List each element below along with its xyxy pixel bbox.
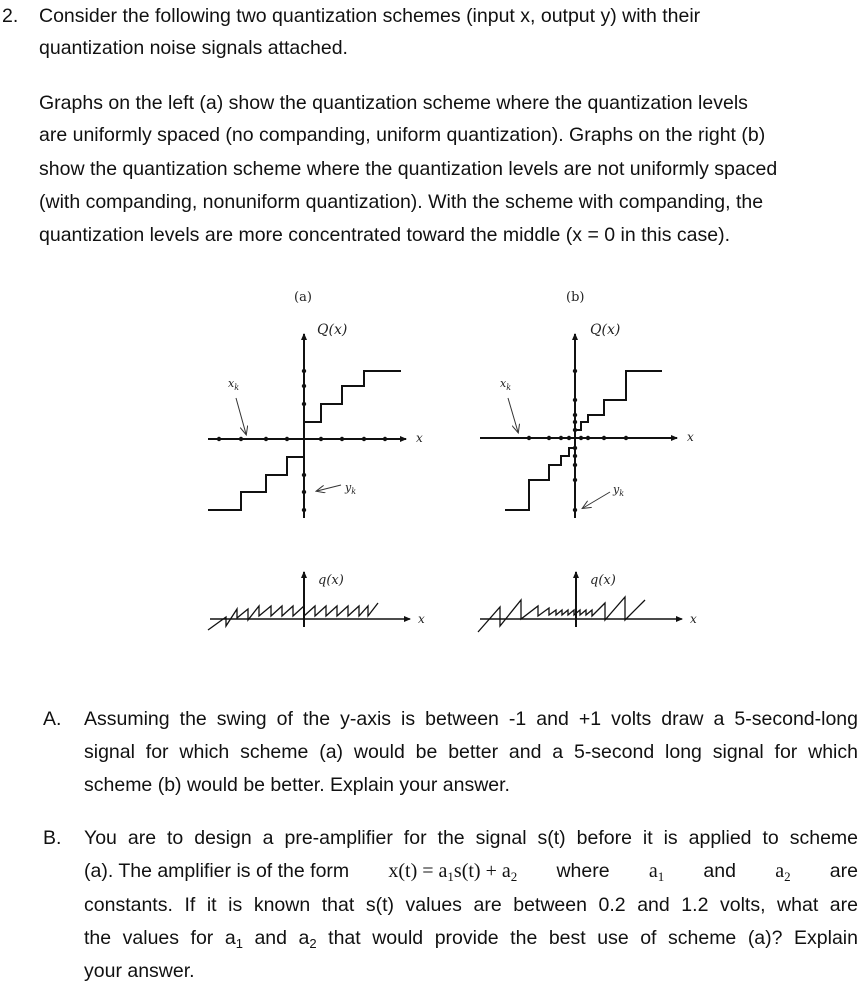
panel-a-yk-arrow: [317, 485, 341, 491]
quantization-figure: [0, 270, 863, 670]
panel-a-xlabel: x: [416, 431, 423, 445]
panel-b-bottom-ylabel: q(x): [590, 573, 616, 588]
part-b-and: and: [703, 860, 736, 882]
part-b-line-2-intro: (a). The amplifier is of the form: [84, 860, 350, 882]
part-b-where: where: [556, 860, 610, 882]
constant-a1: $a_1$: [648, 860, 665, 884]
panel-a-xk-label: $x_k$: [228, 377, 240, 392]
part-a-line-1: Assuming the swing of the y-axis is between -1 and +1 volts draw a 5-second-long: [84, 708, 858, 730]
panel-b-yk-label: $y_k$: [613, 483, 625, 498]
part-a-marker: A.: [43, 708, 62, 730]
panel-a-label: (a): [294, 290, 312, 305]
part-b-line-4: the values for $a_1$ and $a_2$ that would provide the best use of scheme (a)? Explain: [84, 927, 858, 951]
panel-b-xk-label: $x_k$: [500, 377, 512, 392]
panel-b: [478, 290, 697, 632]
part-b-marker: B.: [43, 827, 62, 849]
panel-a-noise-xlabel: x: [418, 612, 425, 626]
panel-b-xlabel: x: [687, 430, 694, 444]
intro-line-1: Consider the following two quantization schemes (input x, output y) with their: [39, 5, 701, 27]
intro-line-2: quantization noise signals attached.: [39, 37, 348, 59]
panel-b-label: (b): [566, 290, 585, 305]
part-b-line-3: constants. If it is known that s(t) values are between 0.2 and 1.2 volts, what are: [84, 894, 858, 916]
question-number: 2.: [2, 5, 19, 27]
panel-b-top-ylabel: Q(x): [590, 322, 621, 338]
part-b-line-2: [84, 859, 858, 883]
panel-b-staircase: [505, 371, 662, 510]
panel-a-xk-arrow: [236, 398, 246, 434]
paragraph-line-1: Graphs on the left (a) show the quantization scheme where the quantization levels: [39, 92, 748, 114]
panel-a-yk-label: $y_k$: [345, 481, 357, 496]
panel-a-noise-sawtooth: [208, 603, 378, 630]
panel-b-xk-arrow: [508, 398, 518, 432]
panel-b-noise-sawtooth: [478, 597, 645, 632]
panel-a-bottom-ylabel: q(x): [318, 573, 344, 588]
part-b-line-5: your answer.: [84, 960, 195, 982]
amplifier-equation: $x(t) = a_1s(t) + a_2$: [388, 860, 518, 884]
part-a-line-3: scheme (b) would be better. Explain your answer.: [84, 774, 510, 796]
panel-a: [208, 290, 425, 630]
paragraph-line-5: quantization levels are more concentrated toward the middle (x = 0 in this case).: [39, 224, 730, 246]
paragraph-line-4: (with companding, nonuniform quantization). With the scheme with companding, the: [39, 191, 764, 213]
panel-a-top-ylabel: Q(x): [317, 322, 348, 338]
paragraph-line-2: are uniformly spaced (no companding, uniform quantization). Graphs on the right (b): [39, 124, 766, 146]
paragraph-line-3: show the quantization scheme where the quantization levels are not uniformly spaced: [39, 158, 778, 180]
constant-a2: $a_2$: [775, 860, 791, 884]
part-a-line-2: signal for which scheme (a) would be better and a 5-second long signal for which: [84, 741, 858, 763]
panel-b-noise-xlabel: x: [690, 612, 697, 626]
panel-b-yk-arrow: [583, 492, 610, 508]
part-b-are: are: [829, 860, 858, 882]
part-b-line-1: You are to design a pre-amplifier for the signal s(t) before it is applied to scheme: [84, 827, 858, 849]
